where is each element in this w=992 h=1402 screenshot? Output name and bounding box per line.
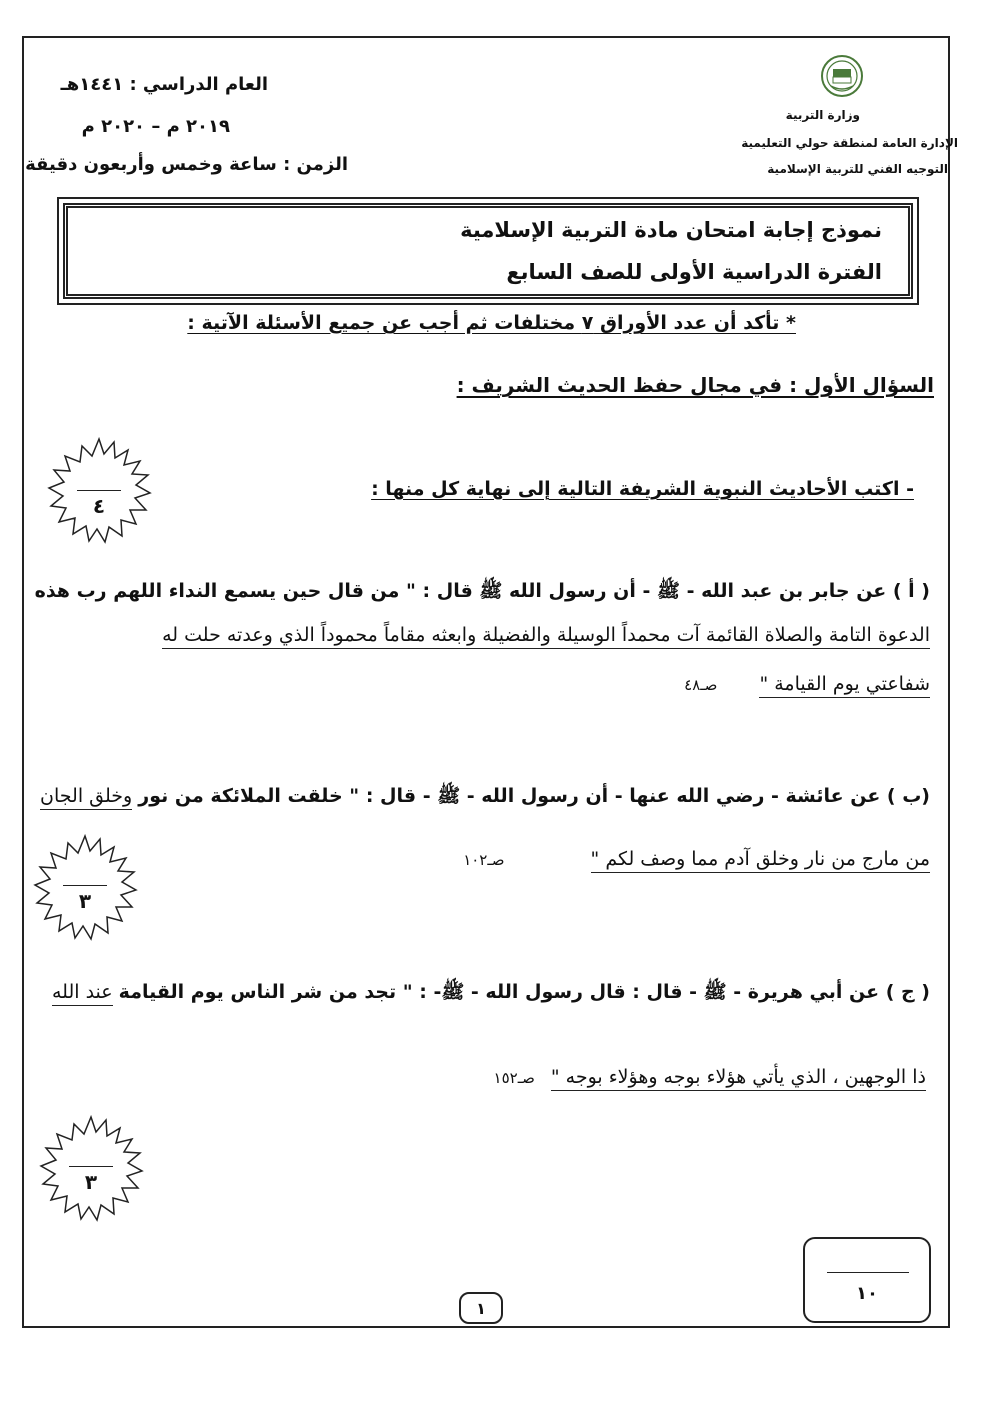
exam-title: نموذج إجابة امتحان مادة التربية الإسلامية (460, 218, 882, 242)
ministry-name: وزارة التربية (785, 108, 860, 122)
score-divider (69, 1166, 113, 1167)
total-score: ١٠ (856, 1283, 878, 1304)
hadith-b-line-2 (463, 848, 930, 870)
score-divider (77, 490, 121, 491)
question-1-heading: السؤال الأول : في مجال حفظ الحديث الشريف : (456, 373, 934, 397)
score-divider (63, 885, 107, 886)
hadith-c-score: ٣ (84, 1170, 98, 1194)
hadith-b-prompt: (ب ) عن عائشة - رضي الله عنها - أن رسول الله - ﷺ - قال : " خلقت الملائكة من نور (138, 785, 930, 807)
score-star-icon (36, 1114, 146, 1224)
academic-years-span: ٢٠١٩ م – ٢٠٢٠ م (81, 116, 230, 137)
hadith-b-page-ref: صـ١٠٢ (463, 851, 505, 869)
hadith-a-line-1: ( أ ) عن جابر بن عبد الله - ﷺ - أن رسول الله ﷺ قال : " من قال حين يسمع النداء اللهم رب هذه (34, 580, 930, 602)
directorate-name: الإدارة العامة لمنطقة حولي التعليمية (741, 136, 958, 150)
hadith-c-line-2 (494, 1066, 926, 1088)
question-1-task: - اكتب الأحاديث النبوية الشريفة التالية إلى نهاية كل منها : (371, 478, 914, 500)
general-instruction: * تأكد أن عدد الأوراق ٧ مختلفات ثم أجب عن جميع الأسئلة الآتية : (187, 312, 796, 334)
hadith-c-line-1 (52, 980, 930, 1008)
score-star-c (36, 1114, 146, 1224)
hadith-c-prompt: ( ج ) عن أبي هريرة - ﷺ - قال : قال رسول الله - ﷺ- : " تجد من شر الناس يوم القيامة (118, 981, 930, 1003)
exam-title-box (57, 197, 919, 305)
hadith-a-page-ref: صـ٤٨ (684, 676, 718, 694)
score-star-icon (44, 436, 154, 546)
exam-subtitle: الفترة الدراسية الأولى للصف السابع (506, 260, 882, 284)
page-number: ١ (459, 1292, 503, 1324)
supervision-name: التوجيه الفني للتربية الإسلامية (767, 162, 948, 176)
hadith-b-answer-1: وخلق الجان (40, 785, 132, 810)
ministry-logo-icon (820, 54, 864, 98)
hadith-a-answer-3: شفاعتي يوم القيامة " (759, 673, 930, 698)
score-divider (827, 1272, 909, 1273)
score-star-b (30, 833, 140, 943)
hadith-b-line-1 (40, 784, 930, 812)
hadith-b-score: ٣ (78, 889, 92, 913)
total-score-box (803, 1237, 931, 1323)
score-star-task (44, 436, 154, 546)
hadith-a-line-3 (684, 673, 930, 695)
hadith-c-answer-2: ذا الوجهين ، الذي يأتي هؤلاء بوجه وهؤلاء بوجه " (551, 1066, 926, 1091)
hadith-a-line-2 (162, 624, 930, 646)
score-star-icon (30, 833, 140, 943)
hadith-c-answer-1: عند الله (52, 981, 113, 1006)
task-score: ٤ (92, 494, 106, 518)
exam-time: الزمن : ساعة وخمس وأربعون دقيقة (25, 154, 348, 175)
academic-year: العام الدراسي : ١٤٤١هـ (60, 74, 268, 95)
hadith-a-answer-2: الدعوة التامة والصلاة القائمة آت محمداً الوسيلة والفضيلة وابعثه مقاماً محموداً الذي وعدته حلت له (162, 624, 930, 649)
hadith-c-page-ref: صـ١٥٢ (493, 1069, 535, 1087)
hadith-b-answer-2: من مارج من نار وخلق آدم مما وصف لكم " (591, 848, 930, 873)
